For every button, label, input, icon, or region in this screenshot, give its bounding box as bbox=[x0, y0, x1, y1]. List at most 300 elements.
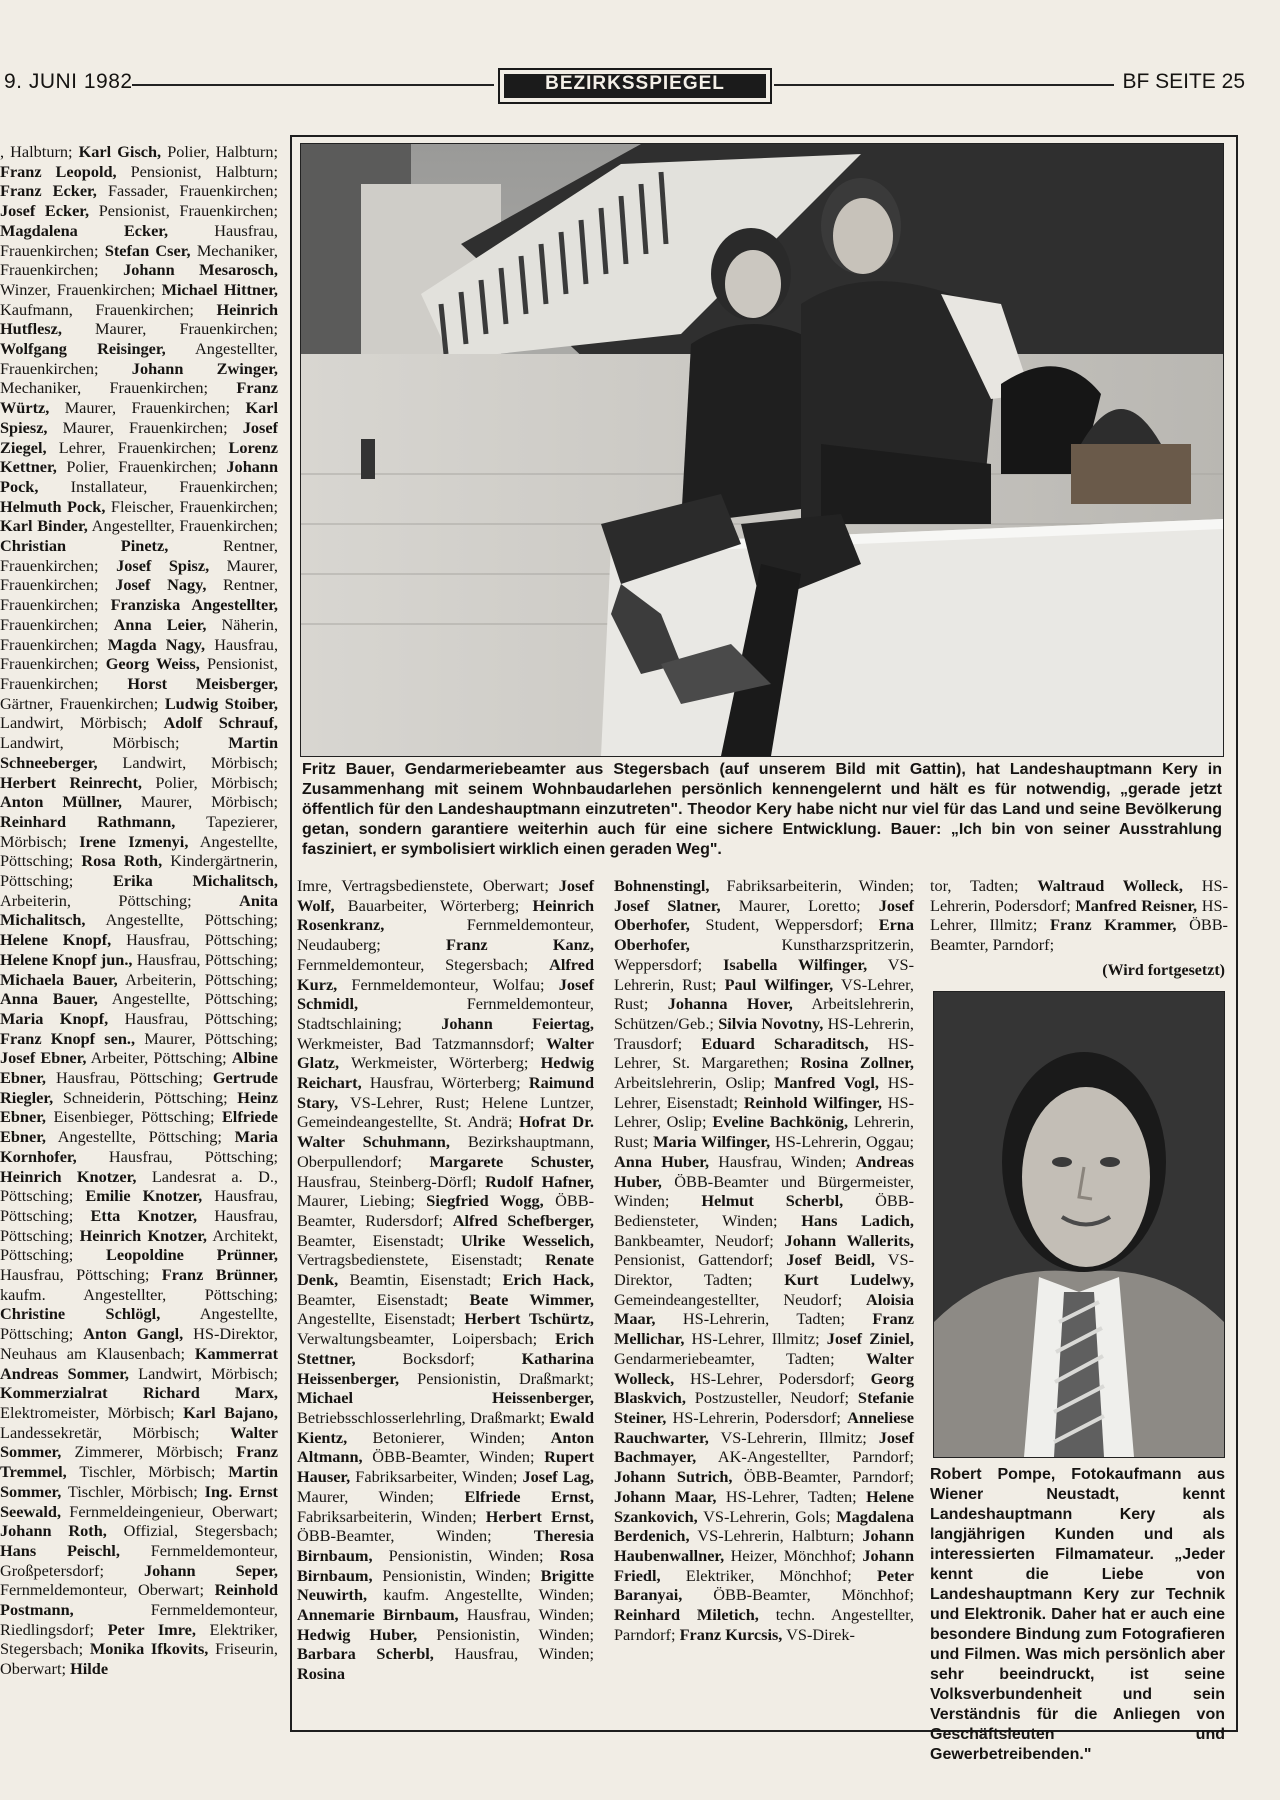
person-name: Gertrude Riegler, bbox=[0, 1068, 278, 1107]
photo-robert-pompe bbox=[933, 991, 1225, 1458]
person-name: Erich Stettner, bbox=[297, 1329, 594, 1368]
person-name: Josef Wolf, bbox=[297, 876, 594, 915]
text-run: VS-Lehrerin, Rust; bbox=[614, 954, 914, 994]
person-name: Walter Glatz, bbox=[297, 1033, 594, 1073]
person-name: Franz Kurcsis, bbox=[679, 1624, 783, 1644]
header-rule-right bbox=[774, 84, 1114, 86]
person-name: Heinrich Knotzer, bbox=[0, 1166, 137, 1186]
person-name: Raimund Stary, bbox=[297, 1073, 594, 1112]
text-run: VS-Lehrer, Rust; bbox=[614, 974, 915, 1014]
person-name: Eduard Scharaditsch, bbox=[701, 1033, 869, 1053]
person-name: Maria Kornhofer, bbox=[0, 1127, 278, 1166]
text-run: Fleischer, Frauenkirchen; bbox=[105, 496, 278, 516]
text-run: Maurer, Winden; bbox=[297, 1486, 465, 1506]
text-run: Elektriker, Mönchhof; bbox=[660, 1565, 877, 1585]
person-name: Bohnenstingl, bbox=[614, 876, 710, 895]
text-run: Angestellter, Frauenkirchen; bbox=[0, 339, 278, 378]
text-run: HS-Lehrerin, Podersdorf; bbox=[666, 1407, 848, 1427]
text-run: Polier, Frauenkirchen; bbox=[56, 457, 227, 477]
text-run: VS-Lehrerin, Gols; bbox=[697, 1506, 837, 1526]
text-run: Bauarbeiter, Wörterberg; bbox=[334, 895, 533, 915]
person-name: Josef Bachmayer, bbox=[614, 1427, 914, 1467]
person-name: Alfred Kurz, bbox=[297, 954, 594, 994]
text-run: Winzer, Frauenkirchen; bbox=[0, 279, 162, 299]
text-run: Maurer, Loretto; bbox=[720, 895, 879, 915]
person-name: Franz Brünner, bbox=[161, 1265, 278, 1285]
person-name: Isabella Wilfinger, bbox=[723, 954, 868, 974]
person-name: Peter Imre, bbox=[107, 1619, 196, 1639]
text-run: Hausfrau, Pöttsching; bbox=[111, 930, 278, 950]
section-banner bbox=[498, 68, 772, 104]
person-name: Ludwig Stoiber, bbox=[164, 693, 278, 713]
name-list-column-3 bbox=[930, 876, 1228, 955]
text-run: Angestellte, Pöttsching; bbox=[85, 910, 278, 930]
text-run: Maurer, Pöttsching; bbox=[135, 1028, 278, 1048]
text-run: Werkmeister, Bad Tatzmannsdorf; bbox=[297, 1033, 547, 1053]
name-list-column-1 bbox=[297, 876, 594, 1684]
text-run: Gemeindeangestellter, Neudorf; bbox=[614, 1289, 867, 1309]
text-run: Maurer, Frauenkirchen; bbox=[61, 319, 278, 339]
person-name: Alfred Schefberger, bbox=[452, 1210, 595, 1230]
text-run: Polier, Halbturn; bbox=[161, 142, 278, 161]
text-run: Hausfrau, Pöttsching; bbox=[132, 949, 278, 969]
person-name: Beate Wimmer, bbox=[469, 1289, 594, 1309]
text-run: Pensionist, Frauenkirchen; bbox=[0, 654, 278, 693]
person-name: Stefanie Steiner, bbox=[614, 1388, 914, 1427]
person-name: Heinrich Hutflesz, bbox=[0, 299, 278, 339]
text-run: Arbeitslehrerin, Oslip; bbox=[614, 1073, 775, 1093]
text-run: VS-Direktor, Tadten; bbox=[614, 1250, 914, 1290]
text-run: Elektriker, Stegersbach; bbox=[0, 1619, 278, 1659]
person-name: Karl Bajano, bbox=[183, 1403, 278, 1422]
person-name: Barbara Scherbl, bbox=[297, 1644, 434, 1664]
person-name: Peter Baranyai, bbox=[614, 1565, 914, 1605]
person-name: Hedwig Huber, bbox=[297, 1624, 418, 1644]
person-name: Rupert Hauser, bbox=[297, 1447, 594, 1487]
text-run: Fernmeldemonteur, Wolfau; bbox=[337, 974, 559, 994]
person-name: Rudolf Hafner, bbox=[485, 1171, 594, 1191]
person-name: Eveline Bachkönig, bbox=[712, 1112, 849, 1132]
person-name: Josef Ecker, bbox=[0, 201, 90, 221]
text-run: Maurer, Frauenkirchen; bbox=[0, 555, 278, 595]
text-run: Angestellte, Pöttsching; bbox=[97, 989, 278, 1009]
person-name: Christine Schlögl, bbox=[0, 1304, 161, 1324]
person-name: Josef Slatner, bbox=[614, 895, 721, 915]
person-name: Emilie Knotzer, bbox=[85, 1186, 203, 1206]
person-name: Horst Meisberger, bbox=[127, 673, 278, 693]
text-run: Landessekretär, Mörbisch; bbox=[0, 1422, 231, 1442]
text-run: Pensionist, Gattendorf; bbox=[614, 1250, 787, 1270]
person-name: Franz Ecker, bbox=[0, 181, 97, 201]
text-run: HS-Lehrerin, Tadten; bbox=[655, 1309, 873, 1329]
text-run: ÖBB-Beamter, Mönchhof; bbox=[682, 1585, 914, 1605]
text-run: Hausfrau, Pöttsching; bbox=[0, 1205, 278, 1245]
text-run: HS-Lehrer, Tadten; bbox=[716, 1486, 867, 1506]
text-run: Imre, Vertragsbedienstete, Oberwart; bbox=[297, 876, 559, 895]
person-name: Stefan Cser, bbox=[104, 240, 191, 260]
text-run: Hausfrau, Pöttsching; bbox=[108, 1008, 278, 1028]
text-run: Maurer, Mörbisch; bbox=[121, 792, 278, 812]
text-run: Fernmeldeingenieur, Oberwart; bbox=[61, 1501, 278, 1521]
text-run: Hausfrau, Pöttsching; bbox=[76, 1146, 278, 1166]
text-run: Arbeiter, Pöttsching; bbox=[86, 1048, 232, 1068]
person-name: Adolf Schrauf, bbox=[163, 713, 278, 733]
text-run: Pensionistin, Winden; bbox=[417, 1624, 594, 1644]
section-title: BEZIRKSSPIEGEL bbox=[504, 74, 766, 98]
text-run: Kindergärtnerin, Pöttsching; bbox=[0, 851, 278, 891]
issue-date: 9. JUNI 1982 bbox=[4, 70, 133, 93]
text-run: Vertragsbedienstete, Eisenstadt; bbox=[297, 1250, 546, 1270]
person-name: Franz Leopold, bbox=[0, 161, 117, 181]
text-run: Betriebsschlosserlehrling, Draßmarkt; bbox=[297, 1407, 550, 1427]
text-run: Fabriksarbeiter, Winden; bbox=[350, 1467, 523, 1487]
text-run: Architekt, Pöttsching; bbox=[0, 1225, 278, 1265]
person-name: Johann Maar, bbox=[614, 1486, 717, 1506]
person-name: Siegfried Wogg, bbox=[426, 1191, 544, 1211]
text-run: Friseurin, Oberwart; bbox=[0, 1639, 278, 1679]
person-name: Erna Oberhofer, bbox=[614, 915, 914, 955]
text-run: techn. Angestellter, Parndorf; bbox=[614, 1605, 914, 1644]
person-name: Hedwig Reichart, bbox=[297, 1053, 594, 1093]
person-name: Johann Roth, bbox=[0, 1521, 107, 1541]
text-run: Hausfrau, Pöttsching; bbox=[46, 1068, 213, 1088]
text-run: Gärtner, Frauenkirchen; bbox=[0, 693, 165, 713]
text-run: VS-Lehrer, Rust; bbox=[338, 1092, 482, 1112]
person-name: Helene Knopf, bbox=[0, 930, 112, 950]
person-name: Karl Binder, bbox=[0, 516, 88, 536]
person-name: Elfriede Ebner, bbox=[0, 1107, 278, 1147]
text-run: Angestellte, Pöttsching; bbox=[0, 1304, 278, 1344]
person-name: Josef Schmidl, bbox=[297, 974, 594, 1014]
text-run: Angestellte, Pöttsching; bbox=[0, 831, 278, 871]
name-list-column-2 bbox=[614, 876, 914, 1644]
page-number: BF SEITE 25 bbox=[1122, 70, 1245, 93]
person-name: Franz Kanz, bbox=[446, 935, 594, 955]
text-run: Maurer, Frauenkirchen; bbox=[47, 417, 243, 437]
person-name: Maria Knopf, bbox=[0, 1008, 109, 1028]
text-run: Lehrerin, Rust; bbox=[614, 1112, 914, 1152]
person-name: Josef Lag, bbox=[522, 1467, 594, 1487]
text-run: Fernmeldemonteur, Neudauberg; bbox=[297, 915, 594, 955]
continued-note: (Wird fortgesetzt) bbox=[1102, 962, 1225, 979]
text-run: Hausfrau, Pöttsching; bbox=[0, 1186, 278, 1225]
text-run: HS-Lehrer, Podersdorf; bbox=[674, 1368, 871, 1388]
text-run: HS-Lehrerin, Trausdorf; bbox=[614, 1013, 914, 1053]
person-name: Margarete Schuster, bbox=[429, 1151, 594, 1171]
person-name: Reinhold Postmann, bbox=[0, 1580, 278, 1620]
person-name: Kommerzialrat Richard Marx, bbox=[0, 1383, 278, 1403]
text-run: Frauenkirchen; bbox=[0, 614, 114, 634]
text-run: Tischler, Mörbisch; bbox=[61, 1481, 205, 1501]
person-name: Rosina Zollner, bbox=[800, 1053, 915, 1073]
person-name: Anton Müllner, bbox=[0, 792, 122, 812]
person-name: Albine Ebner, bbox=[0, 1048, 278, 1088]
text-run: Landwirt, Mörbisch; bbox=[97, 752, 278, 772]
text-run: Fabriksarbeiterin, Winden; bbox=[297, 1506, 486, 1526]
person-name: Johann Feiertag, bbox=[441, 1013, 594, 1033]
text-run: tor, Tadten; bbox=[930, 876, 1038, 895]
person-name: Josef Oberhofer, bbox=[614, 895, 914, 935]
text-run: Pensionist, Frauenkirchen; bbox=[89, 201, 278, 221]
photo-couple-bauer bbox=[300, 143, 1224, 757]
text-run: Hausfrau, Pöttsching; bbox=[0, 1265, 162, 1285]
text-run: Landwirt, Mörbisch; bbox=[0, 733, 229, 753]
text-run: Pensionistin, Draßmarkt; bbox=[399, 1368, 594, 1388]
text-run: VS-Direk- bbox=[782, 1624, 855, 1644]
person-name: Johann Seper, bbox=[144, 1560, 278, 1580]
person-name: Manfred Vogl, bbox=[774, 1073, 879, 1093]
text-run: Näherin, Frauenkirchen; bbox=[0, 614, 278, 654]
text-run: HS-Lehrer, Illmitz; bbox=[930, 895, 1228, 935]
person-name: Herbert Ernst, bbox=[485, 1506, 595, 1526]
person-name: Reinhard Rathmann, bbox=[0, 811, 176, 831]
person-name: Monika Ifkovits, bbox=[89, 1639, 209, 1659]
person-name: Josef Ziegel, bbox=[0, 417, 278, 457]
person-name: Helmuth Pock, bbox=[0, 496, 106, 516]
person-name: Silvia Novotny, bbox=[718, 1013, 824, 1033]
person-name: Helene Szankovich, bbox=[614, 1486, 914, 1526]
text-run: Postzusteller, Neudorf; bbox=[685, 1388, 858, 1408]
photo-robert-pompe-image bbox=[934, 992, 1224, 1457]
text-run: Fassader, Frauenkirchen; bbox=[96, 181, 278, 201]
text-run: Hausfrau, Winden; bbox=[433, 1644, 595, 1664]
person-name: Johann Mesarosch, bbox=[123, 260, 278, 280]
text-run: Arbeiterin, Pöttsching; bbox=[117, 969, 278, 989]
text-run: Fernmeldemonteur, Stadtschlaining; bbox=[297, 994, 594, 1033]
person-name: Michaela Bauer, bbox=[0, 969, 118, 989]
person-name: Josef Beidl, bbox=[786, 1250, 875, 1270]
person-name: Elfriede Ernst, bbox=[464, 1486, 594, 1506]
text-run: Bezirkshauptmann, Oberpullendorf; bbox=[297, 1132, 594, 1171]
name-list-left-column bbox=[0, 142, 278, 1727]
header-rule-left bbox=[132, 84, 494, 86]
person-name: Ewald Kientz, bbox=[297, 1407, 594, 1447]
person-name: Magdalena Berdenich, bbox=[614, 1506, 914, 1546]
text-run: ÖBB-Beamter, Parndorf; bbox=[732, 1467, 914, 1487]
text-run: ÖBB-Beamter, Parndorf; bbox=[930, 915, 1228, 955]
person-name: Josef Nagy, bbox=[115, 575, 207, 595]
person-name: Paul Wilfinger, bbox=[724, 974, 834, 994]
person-name: Josef Ziniel, bbox=[826, 1329, 914, 1349]
text-run: Offizial, Stegersbach; bbox=[106, 1521, 278, 1541]
person-name: Theresia Birnbaum, bbox=[297, 1526, 594, 1565]
text-run: Beamter, Eisenstadt; bbox=[297, 1230, 462, 1250]
text-run: Installateur, Frauenkirchen; bbox=[38, 476, 278, 496]
person-name: Aloisia Maar, bbox=[614, 1289, 914, 1329]
person-name: Waltraud Wolleck, bbox=[1037, 876, 1183, 895]
person-name: Anton Gangl, bbox=[83, 1324, 184, 1344]
page-header bbox=[0, 68, 1245, 102]
person-name: Johann Zwinger, bbox=[131, 358, 278, 378]
person-name: Johann Sutrich, bbox=[614, 1467, 733, 1487]
text-run: Fernmeldemonteur, Stegersbach; bbox=[297, 954, 550, 974]
person-name: Helmut Scherbl, bbox=[701, 1191, 844, 1211]
text-run: kaufm. Angestellte, Winden; bbox=[367, 1585, 594, 1605]
person-name: Anna Bauer, bbox=[0, 989, 98, 1009]
text-run: Angestellte, Eisenstadt; bbox=[297, 1309, 465, 1329]
text-run: HS-Direktor, Neuhaus am Klausenbach; bbox=[0, 1324, 278, 1363]
text-run: Beamtin, Eisenstadt; bbox=[338, 1270, 503, 1290]
text-run: VS-Lehrerin, Halbturn; bbox=[689, 1526, 863, 1546]
person-name: Rosa Roth, bbox=[81, 851, 163, 871]
text-run: AK-Angestellter, Parndorf; bbox=[696, 1447, 914, 1467]
text-run: HS-Lehrer, St. Margarethen; bbox=[614, 1033, 914, 1073]
text-run: Schneiderin, Pöttsching; bbox=[53, 1087, 238, 1107]
person-name: Walter Wolleck, bbox=[614, 1348, 914, 1388]
text-run: Angestellter, Frauenkirchen; bbox=[87, 516, 278, 536]
person-name: Karl Spiesz, bbox=[0, 398, 278, 437]
person-name: Ulrike Wesselich, bbox=[461, 1230, 595, 1250]
text-run: Kaufmann, Frauenkirchen; bbox=[0, 299, 217, 319]
person-name: Georg Blaskvich, bbox=[614, 1368, 914, 1408]
text-run: ÖBB-Beamter und Bürgermeister, Winden; bbox=[614, 1171, 914, 1211]
person-name: Reinhold Wilfinger, bbox=[743, 1092, 882, 1112]
text-run: Eisenbieger, Pöttsching; bbox=[46, 1107, 222, 1127]
person-name: Franz Würtz, bbox=[0, 378, 278, 418]
text-run: HS-Lehrerin, Oggau; bbox=[770, 1132, 914, 1152]
person-name: Helene Knopf jun., bbox=[0, 949, 133, 969]
person-name: Michael Hittner, bbox=[161, 279, 278, 299]
text-run: HS-Lehrer, Oslip; bbox=[614, 1092, 914, 1132]
person-name: Hilde bbox=[70, 1659, 109, 1679]
text-run: Bocksdorf; bbox=[355, 1348, 522, 1368]
person-name: Franz Tremmel, bbox=[0, 1442, 278, 1482]
text-run: ÖBB-Beamter, Winden; bbox=[297, 1526, 534, 1546]
person-name: Kammerrat Andreas Sommer, bbox=[0, 1343, 278, 1383]
person-name: Reinhard Miletich, bbox=[614, 1605, 759, 1625]
person-name: Herbert Tschürtz, bbox=[464, 1309, 594, 1329]
text-run: Heizer, Mönchhof; bbox=[724, 1545, 863, 1565]
text-run: Gendarmeriebeamter, Tadten; bbox=[614, 1348, 867, 1368]
text-run: Landesrat a. D., Pöttsching; bbox=[0, 1166, 278, 1206]
person-name: Heinrich Knotzer, bbox=[79, 1225, 207, 1245]
person-name: Anna Leier, bbox=[113, 614, 207, 634]
person-name: Magda Nagy, bbox=[107, 634, 206, 654]
person-name: Georg Weiss, bbox=[105, 654, 200, 674]
text-run: Rentner, Frauenkirchen; bbox=[0, 575, 278, 615]
text-run: Tapezierer, Mörbisch; bbox=[0, 811, 278, 851]
person-name: Hans Peischl, bbox=[0, 1540, 120, 1560]
person-name: Johann Haubenwallner, bbox=[614, 1526, 914, 1565]
person-name: Lorenz Kettner, bbox=[0, 437, 278, 477]
text-run: ÖBB-Beamter, Rudersdorf; bbox=[297, 1191, 594, 1230]
person-name: Karl Gisch, bbox=[78, 142, 162, 161]
text-run: Hausfrau, Winden; bbox=[709, 1151, 856, 1171]
person-name: Walter Sommer, bbox=[0, 1422, 278, 1462]
text-run: Landwirt, Mörbisch; bbox=[129, 1363, 278, 1383]
text-run: VS-Lehrerin, Illmitz; bbox=[708, 1427, 879, 1447]
person-name: Rosa Birnbaum, bbox=[297, 1545, 594, 1585]
person-name: Kurt Ludelwy, bbox=[784, 1270, 914, 1290]
text-run: ÖBB-Beamter, Winden; bbox=[362, 1447, 545, 1467]
person-name: Erika Michalitsch, bbox=[113, 871, 278, 891]
text-run: Fernmeldemonteur, Großpetersdorf; bbox=[0, 1540, 278, 1580]
text-run: Hausfrau, Frauenkirchen; bbox=[0, 634, 278, 674]
photo-couple-bauer-image bbox=[301, 144, 1223, 756]
person-name: Anita Michalitsch, bbox=[0, 890, 278, 930]
person-name: Heinz Ebner, bbox=[0, 1087, 278, 1127]
text-run: Helene Luntzer, Gemeindeangestellte, St. Andrä; bbox=[297, 1092, 594, 1132]
text-run: Pensionistin, Winden; bbox=[372, 1565, 541, 1585]
text-run: Pensionistin, Winden; bbox=[372, 1545, 560, 1565]
text-run: Arbeiterin, Pöttsching; bbox=[0, 890, 240, 910]
text-run: Rentner, Frauenkirchen; bbox=[0, 536, 278, 575]
person-name: Magdalena Ecker, bbox=[0, 220, 169, 240]
person-name: Christian Pinetz, bbox=[0, 536, 169, 556]
text-run: Tischler, Mörbisch; bbox=[66, 1462, 229, 1482]
text-run: Werkmeister, Wörterberg; bbox=[339, 1053, 541, 1073]
person-name: Josef Ebner, bbox=[0, 1048, 87, 1068]
person-name: Katharina Heissenberger, bbox=[297, 1348, 594, 1388]
text-run: Fabriksarbeiterin, Winden; bbox=[709, 876, 914, 895]
person-name: Franz Krammer, bbox=[1050, 915, 1177, 935]
text-run: Betonierer, Winden; bbox=[347, 1427, 551, 1447]
text-run: Lehrer, Frauenkirchen; bbox=[46, 437, 229, 457]
text-run: ÖBB-Bediensteter, Winden; bbox=[614, 1191, 914, 1230]
text-run: Student, Weppersdorf; bbox=[689, 915, 879, 935]
text-run: HS-Lehrer, Illmitz; bbox=[684, 1329, 827, 1349]
person-name: Franz Mellichar, bbox=[614, 1309, 914, 1349]
person-name: Martin Sommer, bbox=[0, 1462, 278, 1501]
caption-couple-bauer: Fritz Bauer, Gendarmeriebeamter aus Stegersbach (auf unserem Bild mit Gattin), hat Landeshauptmann Kery in Zusammenhang mit seinem Wohnbaudarlehen persönlich kennengelernt und hält es für notwendig, „gerade jetzt öffentlich für den Landeshauptmann einzutreten". Theodor Kery habe nicht nur viel für das Land und seine Bevölkerung getan, sondern garantiere weiterhin auch für eine sichere Entwicklung. Bauer: „Ich bin von seiner Ausstrahlung fasziniert, er symbolisiert wirklich einen geraden Weg". bbox=[302, 761, 1222, 858]
text-run: HS-Lehrer, Eisenstadt; bbox=[614, 1073, 914, 1112]
text-run: Fernmeldemonteur, Riedlingsdorf; bbox=[0, 1600, 278, 1639]
person-name: Herbert Reinrecht, bbox=[0, 772, 142, 792]
person-name: Wolfgang Reisinger, bbox=[0, 339, 166, 359]
person-name: Johann Friedl, bbox=[614, 1545, 914, 1585]
text-run: Maurer, Frauenkirchen; bbox=[49, 398, 246, 418]
person-name: Josef Spisz, bbox=[116, 555, 210, 575]
person-name: Anton Altmann, bbox=[297, 1427, 594, 1467]
text-run: Kunstharzspritzerin, Weppersdorf; bbox=[614, 935, 914, 974]
text-run: Bankbeamter, Neudorf; bbox=[614, 1230, 785, 1250]
person-name: Rosina bbox=[297, 1664, 345, 1684]
text-run: Zimmerer, Mörbisch; bbox=[61, 1442, 237, 1462]
text-run: , Halbturn; bbox=[0, 142, 79, 161]
person-name: Etta Knotzer, bbox=[90, 1205, 198, 1225]
text-run: Elektromeister, Mörbisch; bbox=[0, 1403, 184, 1422]
person-name: Franz Knopf sen., bbox=[0, 1028, 136, 1048]
person-name: Heinrich Rosenkranz, bbox=[297, 895, 594, 935]
text-run: Hausfrau, Winden; bbox=[458, 1605, 594, 1625]
person-name: Leopoldine Prünner, bbox=[106, 1245, 278, 1265]
person-name: Johann Pock, bbox=[0, 457, 278, 496]
person-name: Martin Schneeberger, bbox=[0, 733, 278, 772]
text-run: HS-Lehrerin, Podersdorf; bbox=[930, 876, 1228, 915]
person-name: Anneliese Rauchwarter, bbox=[614, 1407, 914, 1447]
text-run: Arbeitslehrerin, Schützen/Geb.; bbox=[614, 994, 914, 1033]
person-name: Johanna Hover, bbox=[667, 994, 793, 1014]
text-run: Polier, Mörbisch; bbox=[141, 772, 278, 792]
text-run: Beamter, Eisenstadt; bbox=[297, 1289, 470, 1309]
text-run: Verwaltungsbeamter, Loipersbach; bbox=[297, 1329, 556, 1349]
person-name: Hans Ladich, bbox=[801, 1210, 914, 1230]
text-run: Angestellte, Pöttsching; bbox=[46, 1127, 235, 1147]
person-name: Michael Heissenberger, bbox=[297, 1388, 594, 1408]
person-name: Franziska Angestellter, bbox=[110, 595, 278, 615]
person-name: Erich Hack, bbox=[502, 1270, 594, 1290]
text-run: Mechaniker, Frauenkirchen; bbox=[0, 378, 237, 398]
text-run: Pensionist, Halbturn; bbox=[116, 161, 278, 181]
text-run: Fernmeldemonteur, Oberwart; bbox=[0, 1580, 215, 1600]
person-name: Johann Wallerits, bbox=[784, 1230, 914, 1250]
person-name: Irene Izmenyi, bbox=[79, 831, 189, 851]
caption-robert-pompe: Robert Pompe, Fotokaufmann aus Wiener Neustadt, kennt Landeshauptmann Kery als langjährigen Kunden und als interessierten Filmamateur. „Jeder kennt die Liebe von Landeshauptmann Kery zur Technik und Elektronik. Daher hat er auch eine besondere Bindung zum Fotografieren und Filmen. Was mich persönlich aber sehr beeindruckt, ist seine Volksverbundenheit und sein Verständnis für die Anliegen von Geschäftsleuten und Gewerbetreibenden." bbox=[930, 1466, 1225, 1763]
text-run: Hausfrau, Wörterberg; bbox=[361, 1073, 529, 1093]
text-run: Landwirt, Mörbisch; bbox=[0, 713, 164, 733]
text-run: Mechaniker, Frauenkirchen; bbox=[0, 240, 278, 280]
person-name: Hofrat Dr. Walter Schuhmann, bbox=[297, 1112, 594, 1152]
